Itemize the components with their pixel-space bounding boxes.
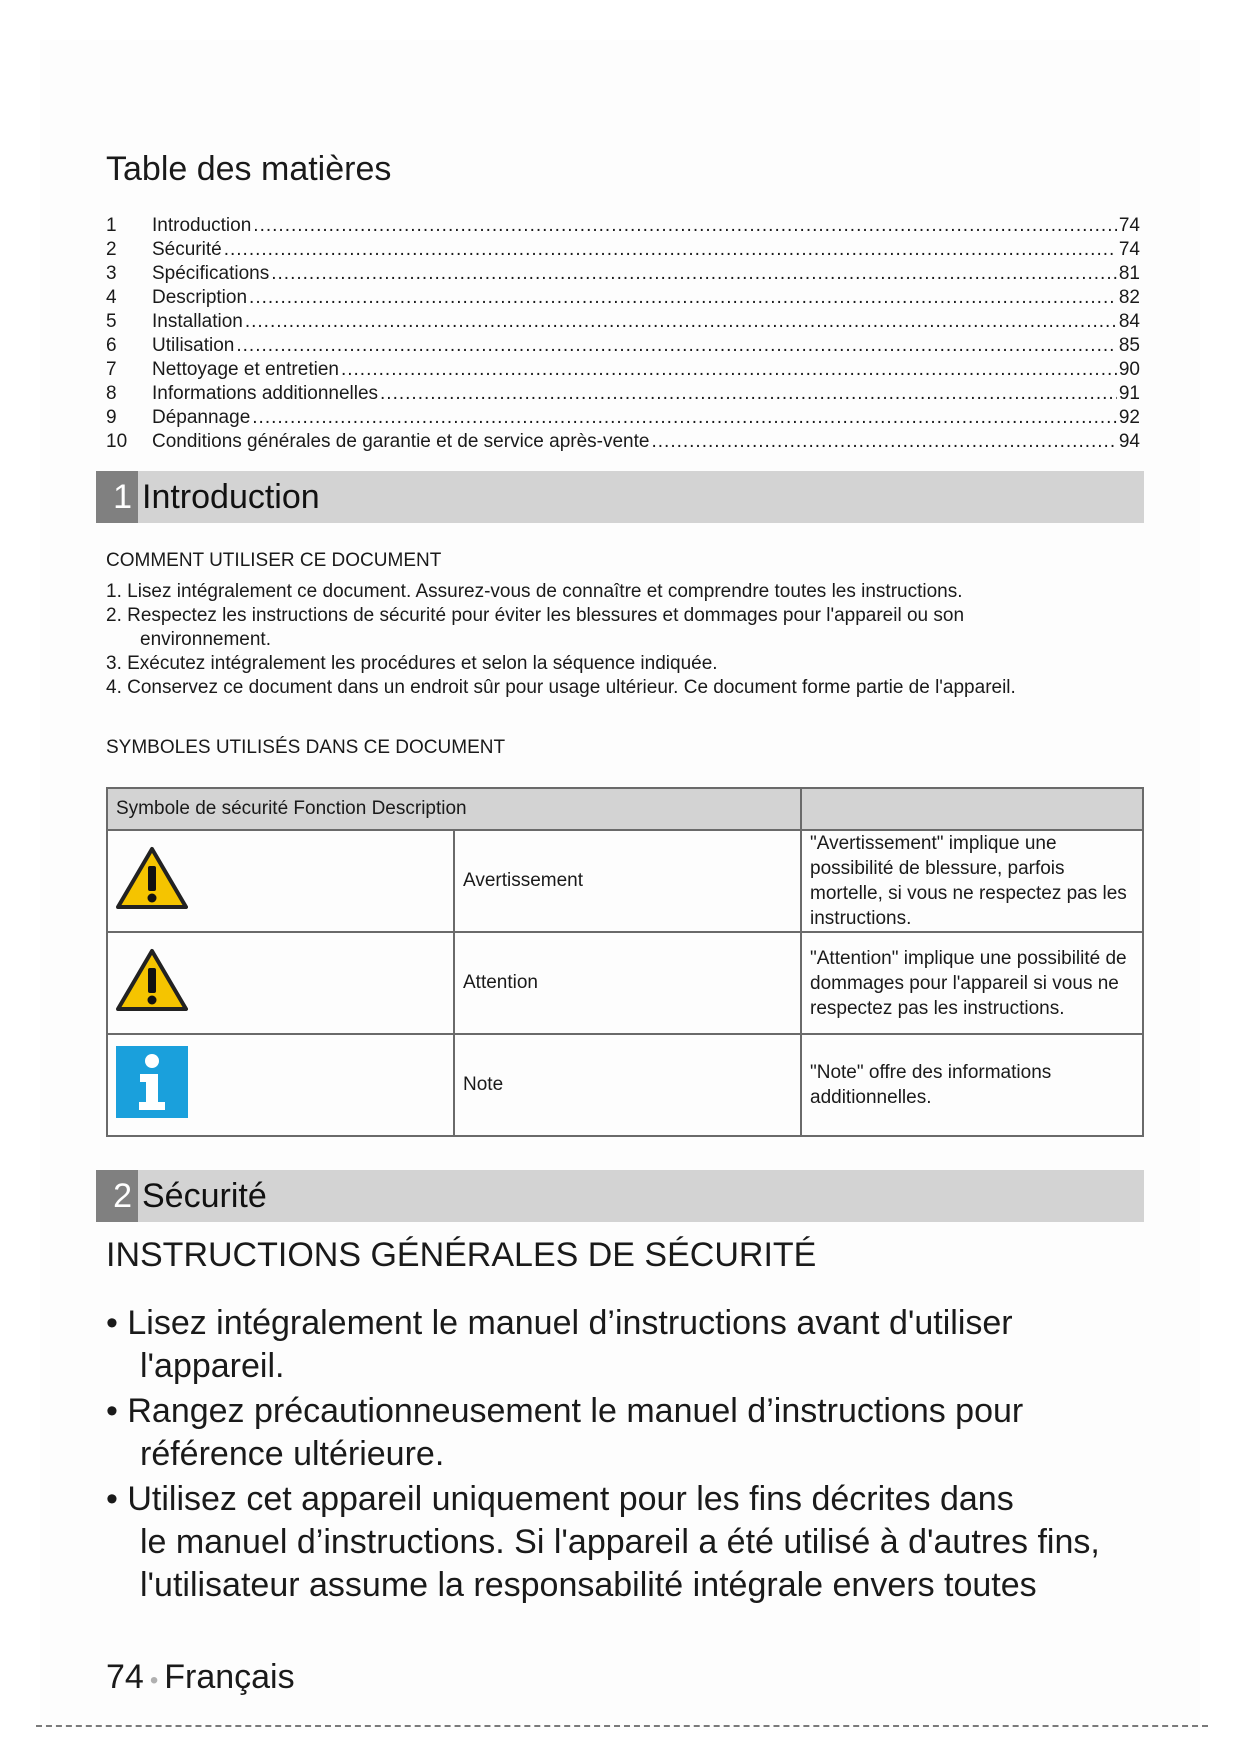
toc-label: Dépannage	[152, 407, 251, 428]
toc-page: 85	[1118, 335, 1140, 356]
toc-num: 4	[106, 287, 117, 308]
toc-label: Installation	[152, 311, 243, 332]
warning-triangle-icon	[116, 846, 188, 910]
bullet-item	[106, 1478, 1146, 1607]
table-row	[107, 1034, 1143, 1136]
table-row	[107, 830, 1143, 932]
table-header-row	[107, 788, 1143, 830]
bullet-continuation: référence ultérieure.	[140, 1435, 445, 1473]
table-header: Symbole de sécurité Fonction Description	[107, 788, 801, 830]
toc-page: 91	[1118, 383, 1140, 404]
bottom-divider	[36, 1725, 1208, 1727]
toc-row[interactable]	[106, 239, 1140, 263]
toc-page: 74	[1118, 215, 1140, 236]
table-header-empty	[801, 788, 1143, 830]
symbol-cell	[107, 830, 454, 932]
toc-label: Informations additionnelles	[152, 383, 379, 404]
bullet-item	[106, 1390, 1146, 1476]
toc-num: 1	[106, 215, 117, 236]
section-title: Introduction	[142, 477, 320, 516]
section-number: 2	[96, 1170, 138, 1222]
toc-row[interactable]	[106, 431, 1140, 455]
toc-label: Sécurité	[152, 239, 222, 260]
step-item: 4. Conservez ce document dans un endroit sûr pour usage ultérieur. Ce document forme partie de l'appareil.	[106, 677, 1016, 698]
toc-page: 74	[1118, 239, 1140, 260]
section-number: 1	[96, 471, 138, 523]
symbol-cell	[107, 932, 454, 1034]
bullet-continuation: l'appareil.	[140, 1347, 285, 1385]
toc-leader-dots	[651, 431, 1116, 453]
toc-row[interactable]	[106, 287, 1140, 311]
toc-row[interactable]	[106, 383, 1140, 407]
toc-label: Nettoyage et entretien	[152, 359, 339, 380]
toc-label: Utilisation	[152, 335, 235, 356]
toc-row[interactable]	[106, 263, 1140, 287]
page-number: 74	[106, 1658, 144, 1696]
toc-row[interactable]	[106, 311, 1140, 335]
toc-leader-dots	[236, 335, 1116, 357]
toc-row[interactable]	[106, 215, 1140, 239]
bullet-first-line: • Rangez précautionneusement le manuel d’instructions pour	[106, 1392, 1024, 1430]
info-icon	[116, 1046, 188, 1118]
safety-bullet-list	[106, 1302, 1146, 1609]
toc-leader-dots	[253, 215, 1117, 237]
toc-num: 8	[106, 383, 117, 404]
toc-num: 7	[106, 359, 117, 380]
step-item: 1. Lisez intégralement ce document. Assurez-vous de connaître et comprendre toutes les instructions.	[106, 581, 963, 602]
toc-num: 6	[106, 335, 117, 356]
toc-leader-dots	[380, 383, 1117, 405]
toc-row[interactable]	[106, 407, 1140, 431]
table-of-contents	[106, 215, 1140, 455]
function-cell: Note	[454, 1034, 801, 1136]
toc-row[interactable]	[106, 359, 1140, 383]
toc-page: 81	[1118, 263, 1140, 284]
function-cell: Attention	[454, 932, 801, 1034]
toc-label: Description	[152, 287, 248, 308]
toc-label: Spécifications	[152, 263, 270, 284]
instruction-steps	[106, 580, 1106, 700]
toc-title: Table des matières	[106, 150, 392, 188]
toc-leader-dots	[224, 239, 1117, 261]
section-title: Sécurité	[142, 1176, 267, 1215]
step-item-continuation: environnement.	[140, 629, 271, 650]
toc-num: 3	[106, 263, 117, 284]
function-cell: Avertissement	[454, 830, 801, 932]
toc-page: 84	[1118, 311, 1140, 332]
toc-leader-dots	[341, 359, 1117, 381]
footer-language: Français	[164, 1658, 295, 1696]
toc-page: 82	[1118, 287, 1140, 308]
section-header-securite	[96, 1170, 1144, 1222]
general-safety-heading: INSTRUCTIONS GÉNÉRALES DE SÉCURITÉ	[106, 1236, 817, 1274]
toc-label: Conditions générales de garantie et de service après-vente	[152, 431, 650, 452]
toc-row[interactable]	[106, 335, 1140, 359]
howto-heading: COMMENT UTILISER CE DOCUMENT	[106, 550, 442, 571]
symbol-cell	[107, 1034, 454, 1136]
toc-page: 90	[1118, 359, 1140, 380]
section-header-introduction	[96, 471, 1144, 523]
toc-num: 5	[106, 311, 117, 332]
toc-leader-dots	[245, 311, 1117, 333]
toc-num: 9	[106, 407, 117, 428]
toc-leader-dots	[249, 287, 1117, 309]
footer-separator: •	[149, 1667, 159, 1694]
toc-leader-dots	[271, 263, 1117, 285]
toc-label: Introduction	[152, 215, 252, 236]
table-row	[107, 932, 1143, 1034]
description-cell: "Note" offre des informations additionnelles.	[801, 1034, 1143, 1136]
symbols-heading: SYMBOLES UTILISÉS DANS CE DOCUMENT	[106, 737, 506, 758]
toc-page: 92	[1118, 407, 1140, 428]
toc-leader-dots	[252, 407, 1117, 429]
bullet-first-line: • Lisez intégralement le manuel d’instructions avant d'utiliser	[106, 1304, 1013, 1342]
toc-num: 2	[106, 239, 117, 260]
toc-num: 10	[106, 431, 128, 452]
step-item: 3. Exécutez intégralement les procédures et selon la séquence indiquée.	[106, 653, 718, 674]
description-cell: "Avertissement" implique une possibilité de blessure, parfois mortelle, si vous ne respectez pas les instructions.	[801, 830, 1143, 932]
symbols-table	[106, 787, 1144, 1137]
warning-triangle-icon	[116, 948, 188, 1012]
page-footer	[106, 1658, 295, 1697]
bullet-first-line: • Utilisez cet appareil uniquement pour les fins décrites dans	[106, 1480, 1014, 1518]
step-item: 2. Respectez les instructions de sécurité pour éviter les blessures et dommages pour l'appareil ou son	[106, 605, 965, 626]
bullet-item	[106, 1302, 1146, 1388]
bullet-continuation: le manuel d’instructions. Si l'appareil a été utilisé à d'autres fins, l'utilisateur assume la responsabilité intégrale envers toutes	[140, 1523, 1100, 1604]
description-cell: "Attention" implique une possibilité de dommages pour l'appareil si vous ne respectez pas les instructions.	[801, 932, 1143, 1034]
toc-page: 94	[1118, 431, 1140, 452]
